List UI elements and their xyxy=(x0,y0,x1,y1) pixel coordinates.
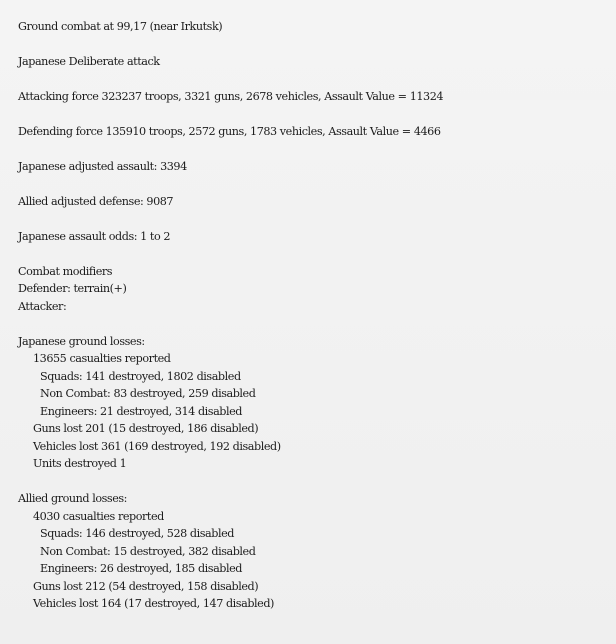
adjusted-assault: Japanese adjusted assault: 3394 xyxy=(18,160,187,173)
defending-force: Defending force 135910 troops, 2572 guns, 1783 vehicles, Assault Value = 4466 xyxy=(18,125,441,138)
japanese-units-destroyed: Units destroyed 1 xyxy=(33,457,127,470)
japanese-casualties: 13655 casualties reported xyxy=(33,352,171,365)
adjusted-defense: Allied adjusted defense: 9087 xyxy=(18,195,174,208)
allied-squads: Squads: 146 destroyed, 528 disabled xyxy=(40,527,234,540)
defender-modifier: Defender: terrain(+) xyxy=(18,282,127,295)
allied-engineers: Engineers: 26 destroyed, 185 disabled xyxy=(40,562,243,575)
japanese-vehicles: Vehicles lost 361 (169 destroyed, 192 disabled) xyxy=(33,440,281,453)
allied-losses-title: Allied ground losses: xyxy=(18,492,128,505)
japanese-guns: Guns lost 201 (15 destroyed, 186 disabled) xyxy=(33,422,259,435)
allied-casualties: 4030 casualties reported xyxy=(33,510,164,523)
assault-odds: Japanese assault odds: 1 to 2 xyxy=(18,230,171,243)
japanese-squads: Squads: 141 destroyed, 1802 disabled xyxy=(40,370,241,383)
allied-vehicles: Vehicles lost 164 (17 destroyed, 147 disabled) xyxy=(33,597,274,610)
japanese-losses-title: Japanese ground losses: xyxy=(18,335,145,348)
allied-guns: Guns lost 212 (54 destroyed, 158 disabled) xyxy=(33,580,259,593)
allied-non-combat: Non Combat: 15 destroyed, 382 disabled xyxy=(40,545,256,558)
combat-location: Ground combat at 99,17 (near Irkutsk) xyxy=(18,20,223,33)
attack-type: Japanese Deliberate attack xyxy=(18,55,160,68)
modifiers-title: Combat modifiers xyxy=(18,265,113,278)
attacking-force: Attacking force 323237 troops, 3321 guns, 2678 vehicles, Assault Value = 11324 xyxy=(18,90,444,103)
japanese-non-combat: Non Combat: 83 destroyed, 259 disabled xyxy=(40,387,256,400)
attacker-modifier: Attacker: xyxy=(18,300,67,313)
japanese-engineers: Engineers: 21 destroyed, 314 disabled xyxy=(40,405,243,418)
